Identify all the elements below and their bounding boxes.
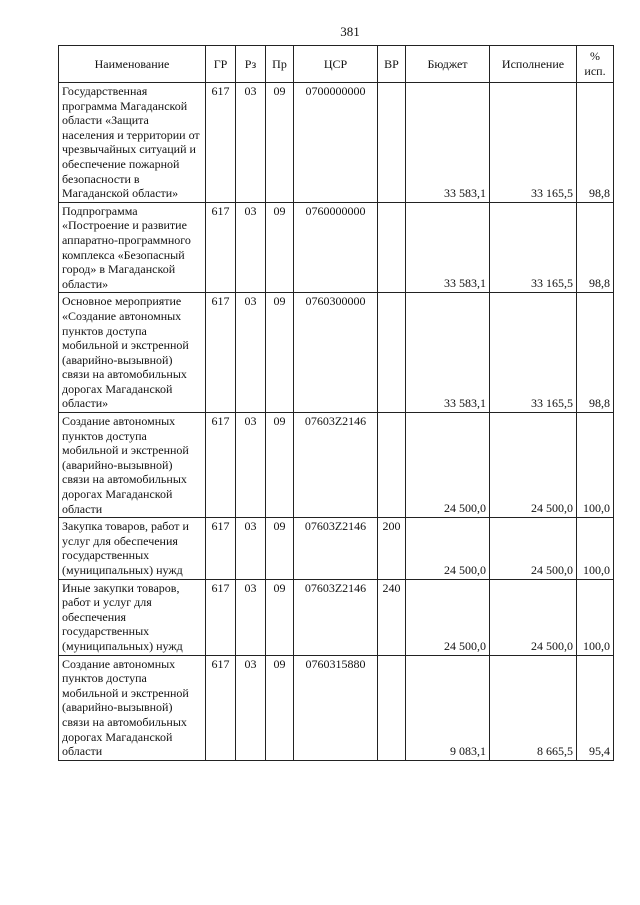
row-percent: 100,0 [577,413,614,518]
column-header-name: Наименование [59,46,206,83]
column-header-execution: Исполнение [490,46,577,83]
row-budget: 33 583,1 [406,83,490,203]
table-row [59,655,614,760]
table-row [59,83,614,203]
table-row [59,579,614,655]
row-gr: 617 [206,202,236,293]
row-pr: 09 [266,579,294,655]
row-execution: 8 665,5 [490,655,577,760]
row-rz: 03 [236,83,266,203]
row-gr: 617 [206,655,236,760]
row-percent: 100,0 [577,518,614,579]
row-name: Иные закупки товаров, работ и услуг для обеспечения государственных (муниципальных) нужд [59,579,206,655]
row-csr: 0760315880 [294,655,378,760]
table-row [59,518,614,579]
budget-execution-table [58,45,614,761]
row-name: Создание автономных пунктов доступа мобильной и экстренной (аварийно-вызывной) связи на автомобильных дорогах Магаданской области [59,413,206,518]
row-percent: 100,0 [577,579,614,655]
table-header-row [59,46,614,83]
page-number: 381 [340,24,360,39]
row-name: Подпрограмма «Построение и развитие аппаратно-программного комплекса «Безопасный город» в Магаданской области» [59,202,206,293]
row-csr: 0760300000 [294,293,378,413]
row-gr: 617 [206,413,236,518]
column-header-percent [577,46,614,83]
table-row [59,293,614,413]
row-vr: 240 [378,579,406,655]
row-budget: 33 583,1 [406,293,490,413]
row-rz: 03 [236,518,266,579]
row-vr [378,202,406,293]
row-name: Основное мероприятие «Создание автономных пунктов доступа мобильной и экстренной (аварийно-вызывной) связи на автомобильных дорогах Магаданской области» [59,293,206,413]
row-rz: 03 [236,655,266,760]
row-gr: 617 [206,518,236,579]
row-budget: 24 500,0 [406,518,490,579]
row-gr: 617 [206,83,236,203]
row-rz: 03 [236,579,266,655]
row-execution: 33 165,5 [490,293,577,413]
row-gr: 617 [206,579,236,655]
table-row [59,413,614,518]
column-header-pr: Пр [266,46,294,83]
column-header-csr: ЦСР [294,46,378,83]
column-header-vr: ВР [378,46,406,83]
row-rz: 03 [236,202,266,293]
row-execution: 33 165,5 [490,202,577,293]
row-budget: 33 583,1 [406,202,490,293]
column-header-budget: Бюджет [406,46,490,83]
row-vr [378,83,406,203]
row-pr: 09 [266,293,294,413]
row-execution: 33 165,5 [490,83,577,203]
row-execution: 24 500,0 [490,579,577,655]
row-pr: 09 [266,413,294,518]
table-row [59,202,614,293]
row-pr: 09 [266,655,294,760]
row-budget: 24 500,0 [406,413,490,518]
row-percent: 95,4 [577,655,614,760]
row-csr: 07603Z2146 [294,579,378,655]
row-budget: 24 500,0 [406,579,490,655]
row-name: Создание автономных пунктов доступа мобильной и экстренной (аварийно-вызывной) связи на автомобильных дорогах Магаданской области [59,655,206,760]
row-csr: 07603Z2146 [294,413,378,518]
row-percent: 98,8 [577,293,614,413]
row-rz: 03 [236,293,266,413]
row-execution: 24 500,0 [490,413,577,518]
row-vr [378,293,406,413]
row-csr: 0700000000 [294,83,378,203]
row-pr: 09 [266,518,294,579]
row-name: Государственная программа Магаданской области «Защита населения и территории от чрезвычайных ситуаций и обеспечение пожарной безопасности в Магаданской области» [59,83,206,203]
row-vr [378,655,406,760]
row-execution: 24 500,0 [490,518,577,579]
row-name: Закупка товаров, работ и услуг для обеспечения государственных (муниципальных) нужд [59,518,206,579]
row-budget: 9 083,1 [406,655,490,760]
column-header-rz: Рз [236,46,266,83]
row-vr: 200 [378,518,406,579]
row-rz: 03 [236,413,266,518]
percent-symbol: % [590,49,600,63]
percent-label: исп. [584,64,606,78]
column-header-gr: ГР [206,46,236,83]
row-csr: 07603Z2146 [294,518,378,579]
row-gr: 617 [206,293,236,413]
row-pr: 09 [266,202,294,293]
row-percent: 98,8 [577,83,614,203]
row-percent: 98,8 [577,202,614,293]
row-pr: 09 [266,83,294,203]
row-csr: 0760000000 [294,202,378,293]
row-vr [378,413,406,518]
